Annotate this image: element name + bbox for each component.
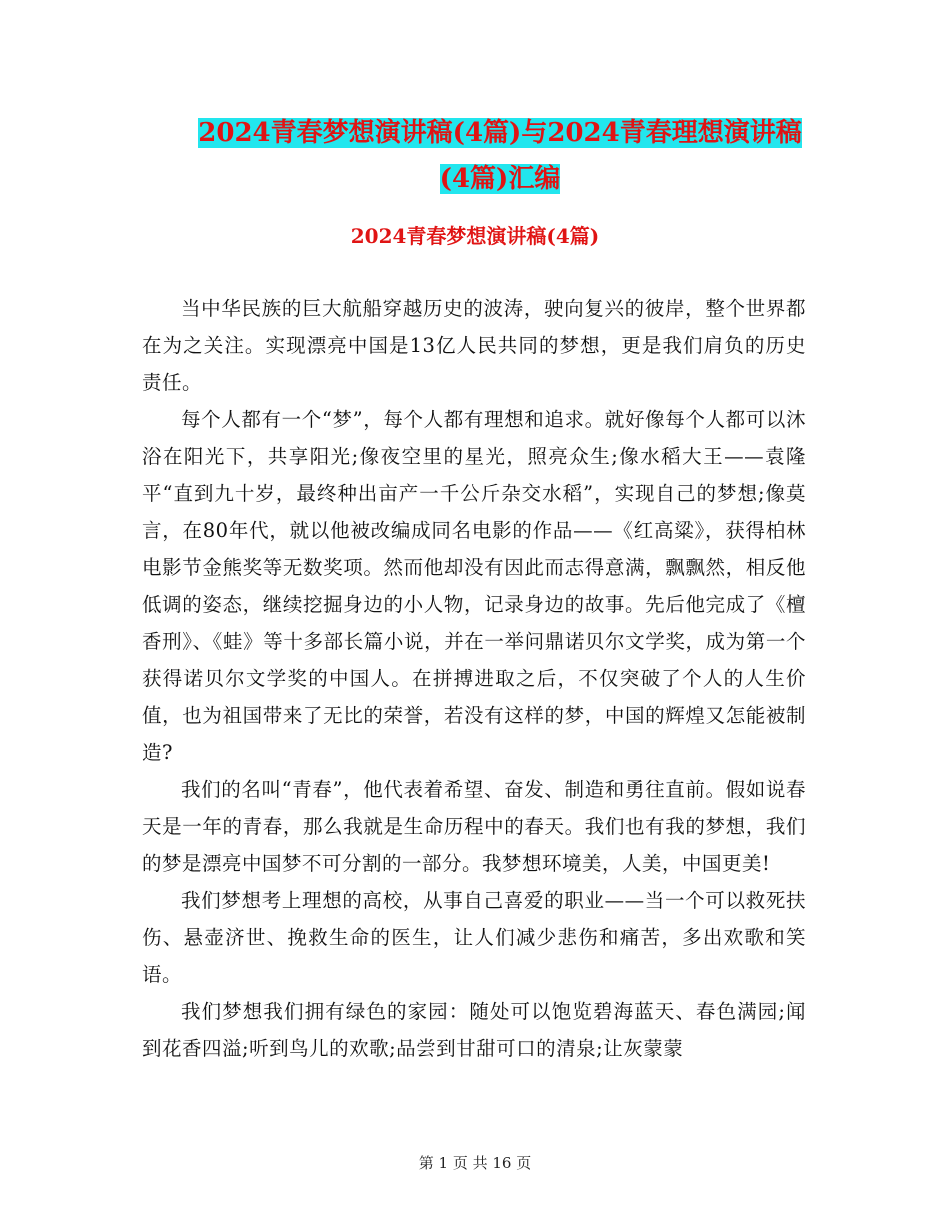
paragraph: 我们的名叫“青春”，他代表着希望、奋发、制造和勇往直前。假如说春天是一年的青春，那么我就是生命历程中的春天。我们也有我的梦想，我们的梦是漂亮中国梦不可分割的一部分。我梦想环境美，人美，中国更美! <box>142 778 806 875</box>
document-title-text: 2024青春梦想演讲稿(4篇)与2024青春理想演讲稿(4篇)汇编 <box>198 118 802 194</box>
paragraph: 每个人都有一个“梦”，每个人都有理想和追求。就好像每个人都可以沐浴在阳光下，共享阳光;像夜空里的星光，照亮众生;像水稻大王——袁隆平“直到九十岁，最终种出亩产一千公斤杂交水稻”，实现自己的梦想;像莫言，在80年代，就以他被改编成同名电影的作品——《红高粱》，获得柏林电影节金熊奖等无数奖项。然而他却没有因此而志得意满，飘飘然，相反他低调的姿态，继续挖掘身边的小人物，记录身边的故事。先后他完成了《檀香刑》、《蛙》等十多部长篇小说，并在一举问鼎诺贝尔文学奖，成为第一个获得诺贝尔文学奖的中国人。在拼搏进取之后，不仅突破了个人的人生价值，也为祖国带来了无比的荣誉，若没有这样的梦，中国的辉煌又怎能被制造? <box>142 408 806 764</box>
paragraph: 我们梦想考上理想的高校，从事自己喜爱的职业——当一个可以救死扶伤、悬壶济世、挽救生命的医生，让人们减少悲伤和痛苦，多出欢歌和笑语。 <box>142 889 806 986</box>
document-body <box>142 290 806 1067</box>
document-title <box>190 110 810 202</box>
page-footer: 第 1 页 共 16 页 <box>418 1154 532 1172</box>
paragraph: 当中华民族的巨大航船穿越历史的波涛，驶向复兴的彼岸，整个世界都在为之关注。实现漂亮中国是13亿人民共同的梦想，更是我们肩负的历史责任。 <box>142 297 806 394</box>
paragraph: 我们梦想我们拥有绿色的家园：随处可以饱览碧海蓝天、春色满园;闻到花香四溢;听到鸟儿的欢歌;品尝到甘甜可口的清泉;让灰蒙蒙 <box>142 1000 806 1060</box>
section-title: 2024青春梦想演讲稿(4篇) <box>350 224 600 248</box>
